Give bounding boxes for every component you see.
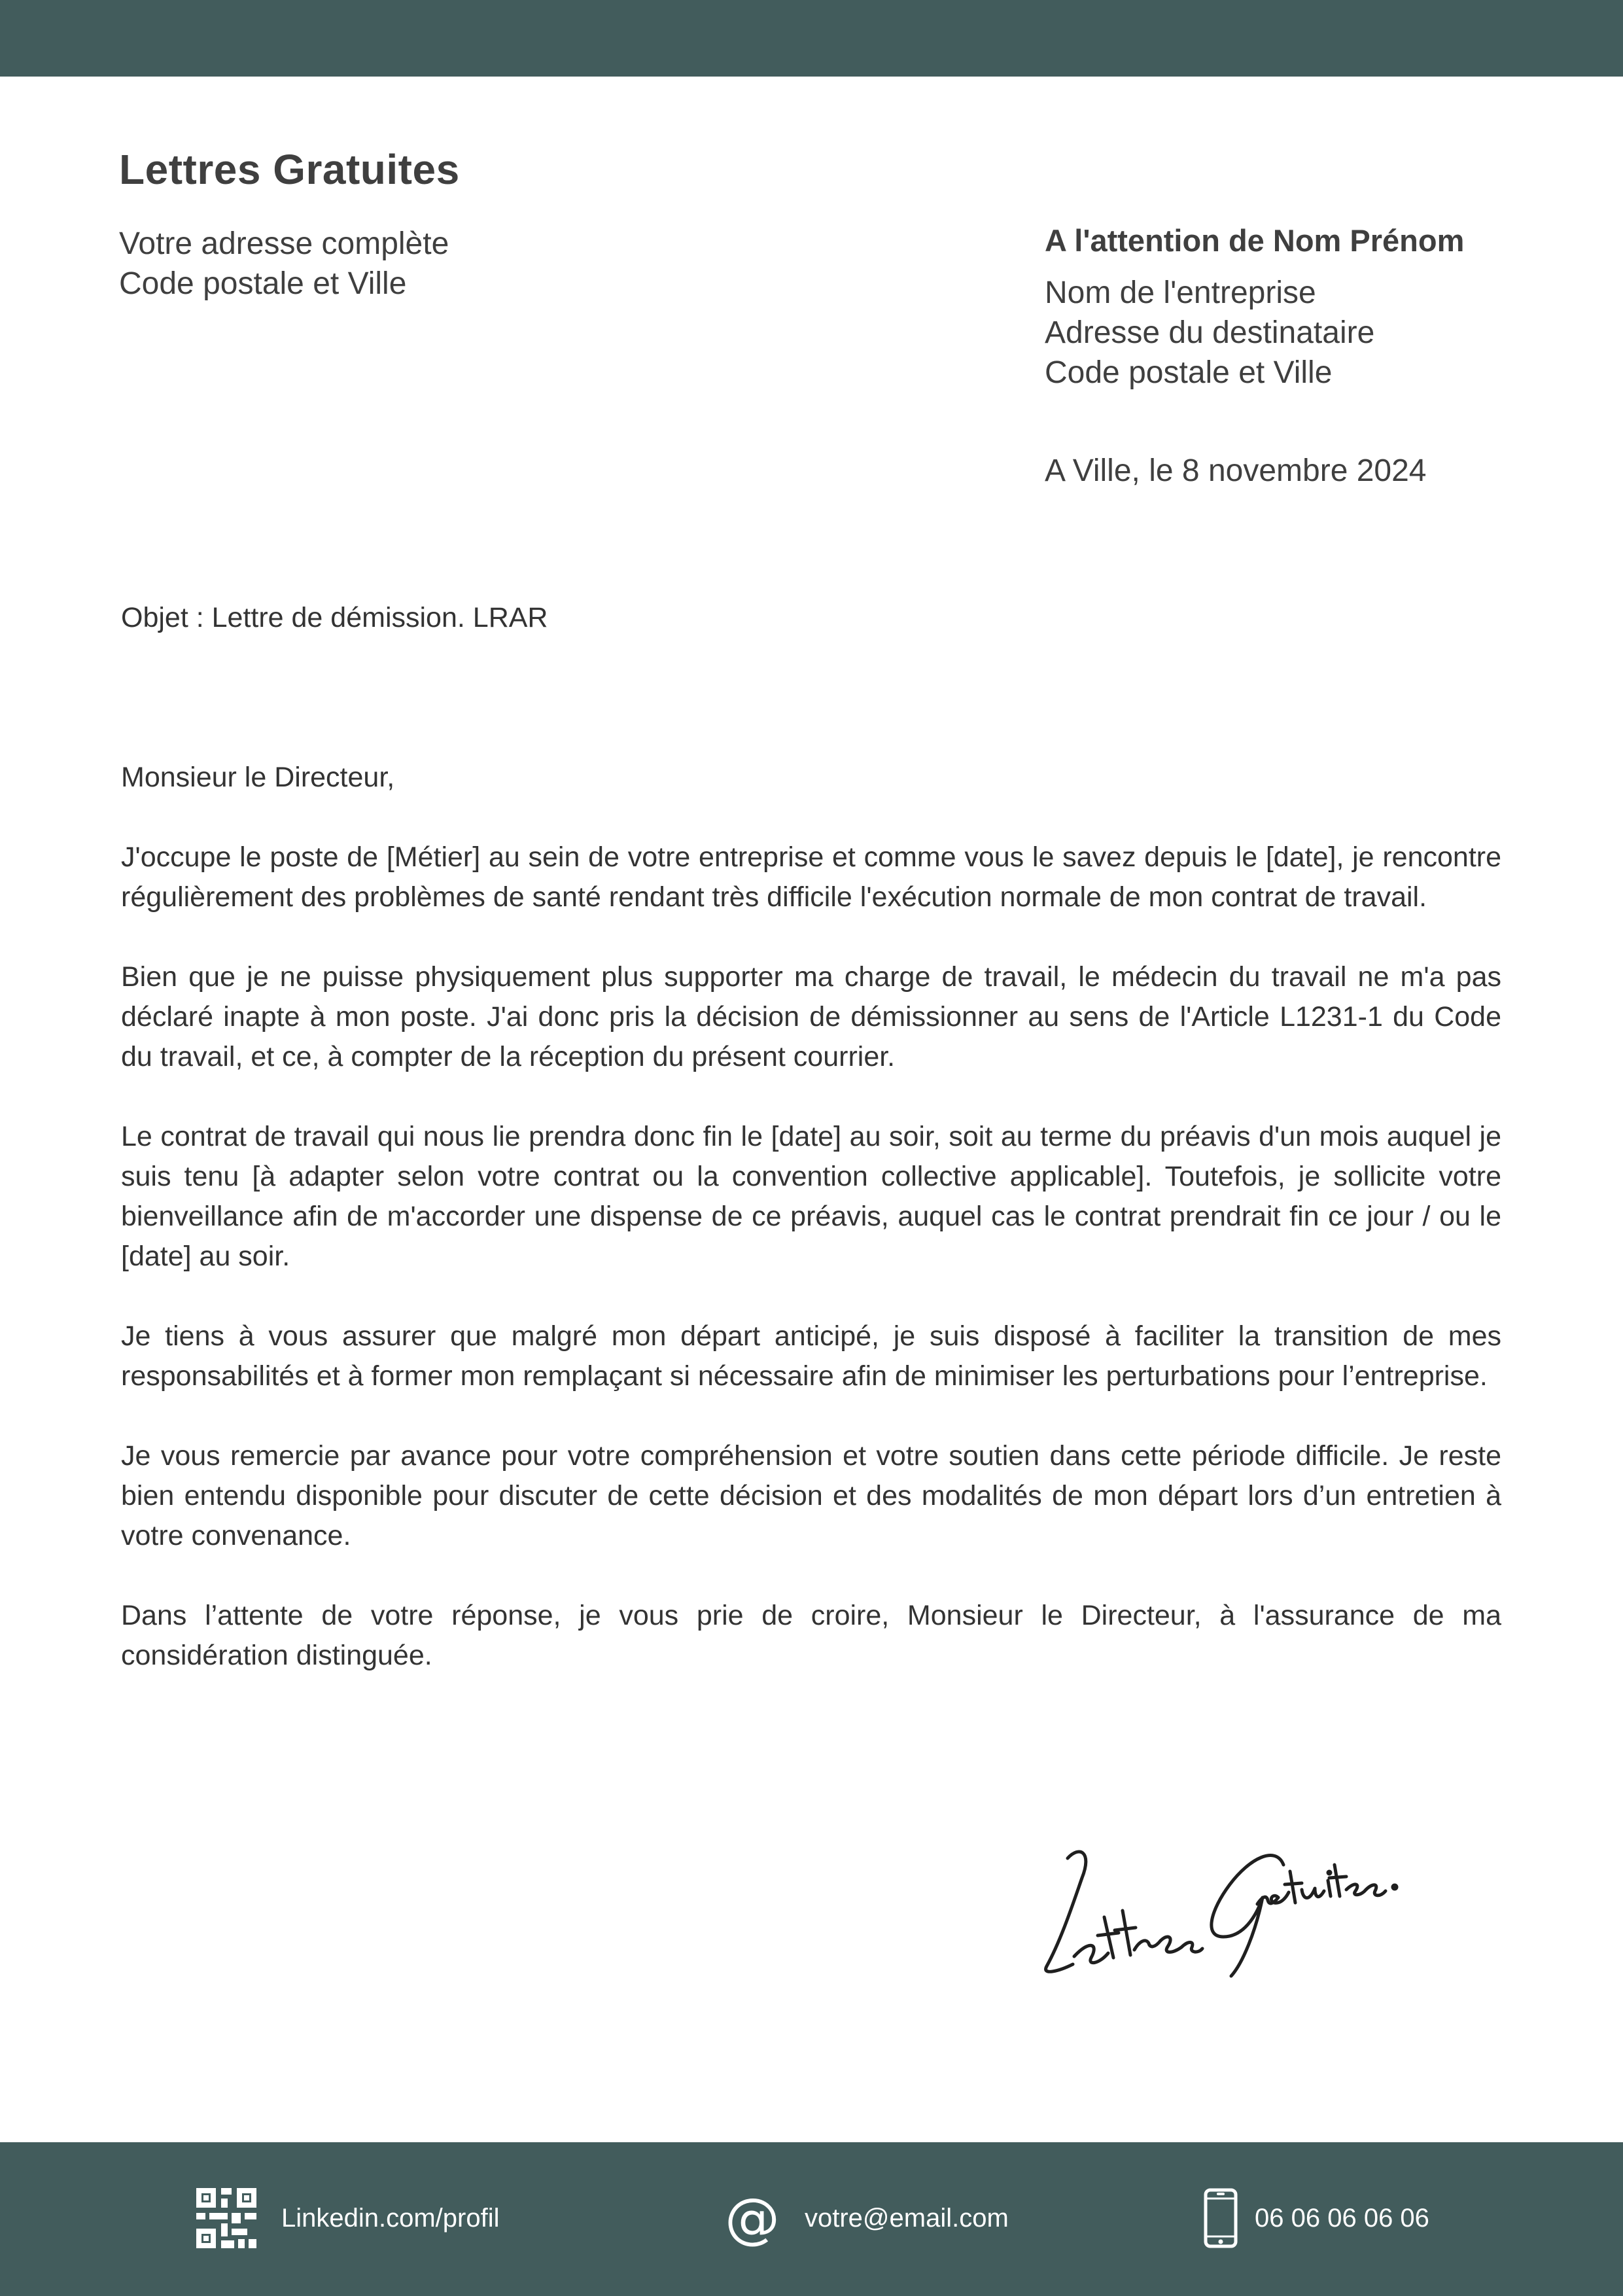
recipient-line: Nom de l'entreprise	[1045, 275, 1316, 310]
date-line: A Ville, le 8 novembre 2024	[1045, 453, 1427, 488]
sender-address-line: Code postale et Ville	[119, 266, 407, 301]
letter-body	[121, 758, 1501, 1716]
at-sign-icon: @	[725, 2186, 780, 2250]
smartphone-icon	[1204, 2188, 1238, 2248]
recipient-line: Adresse du destinataire	[1045, 315, 1375, 350]
sender-address-line: Votre adresse complète	[119, 226, 449, 261]
recipient-attention: A l'attention de Nom Prénom	[1045, 223, 1465, 258]
qr-code-icon	[196, 2188, 256, 2248]
handwritten-signature	[1027, 1819, 1420, 1989]
body-paragraph: J'occupe le poste de [Métier] au sein de votre entreprise et comme vous le savez depuis le [date], je rencontre régulièrement des problèmes de santé rendant très difficile l'exécution normale de mon contrat de travail.	[121, 841, 1501, 913]
phone-number[interactable]: 06 06 06 06 06	[1255, 2203, 1429, 2233]
linkedin-link[interactable]: Linkedin.com/profil	[281, 2203, 500, 2233]
recipient-line: Code postale et Ville	[1045, 355, 1333, 390]
body-paragraph: Bien que je ne puisse physiquement plus supporter ma charge de travail, le médecin du travail ne m'a pas déclaré inapte à mon poste. J'ai donc pris la décision de démissionner au sens de l'Article L1231-1 du Code du travail, et ce, à compter de la réception du présent courrier.	[121, 961, 1501, 1072]
salutation: Monsieur le Directeur,	[121, 762, 395, 793]
top-band	[0, 0, 1623, 77]
body-paragraph: Je tiens à vous assurer que malgré mon départ anticipé, je suis disposé à faciliter la transition de mes responsabilités et à former mon remplaçant si nécessaire afin de minimiser les perturbations pour l’entreprise.	[121, 1320, 1501, 1392]
sender-name: Lettres Gratuites	[119, 146, 460, 193]
recipient-block	[1045, 222, 1464, 393]
body-paragraph: Dans l’attente de votre réponse, je vous prie de croire, Monsieur le Directeur, à l'assurance de ma considération distinguée.	[121, 1600, 1501, 1671]
footer-email[interactable]	[725, 2185, 1009, 2251]
footer-phone[interactable]	[1204, 2185, 1429, 2251]
email-link[interactable]: votre@email.com	[805, 2203, 1009, 2233]
footer-linkedin[interactable]	[196, 2185, 500, 2251]
subject-line: Objet : Lettre de démission. LRAR	[121, 602, 548, 633]
body-paragraph: Je vous remercie par avance pour votre compréhension et votre soutien dans cette période difficile. Je reste bien entendu disponible pour discuter de cette décision et des modalités de mon départ lors d’un entretien à votre convenance.	[121, 1440, 1501, 1551]
sender-address	[119, 224, 449, 304]
body-paragraph: Le contrat de travail qui nous lie prendra donc fin le [date] au soir, soit au terme du préavis d'un mois auquel je suis tenu [à adapter selon votre contrat ou la convention collective applicable]. Toutefois, je sollicite votre bienveillance afin de m'accorder une dispense de ce préavis, auquel cas le contrat prendrait fin ce jour / ou le [date] au soir.	[121, 1121, 1501, 1272]
